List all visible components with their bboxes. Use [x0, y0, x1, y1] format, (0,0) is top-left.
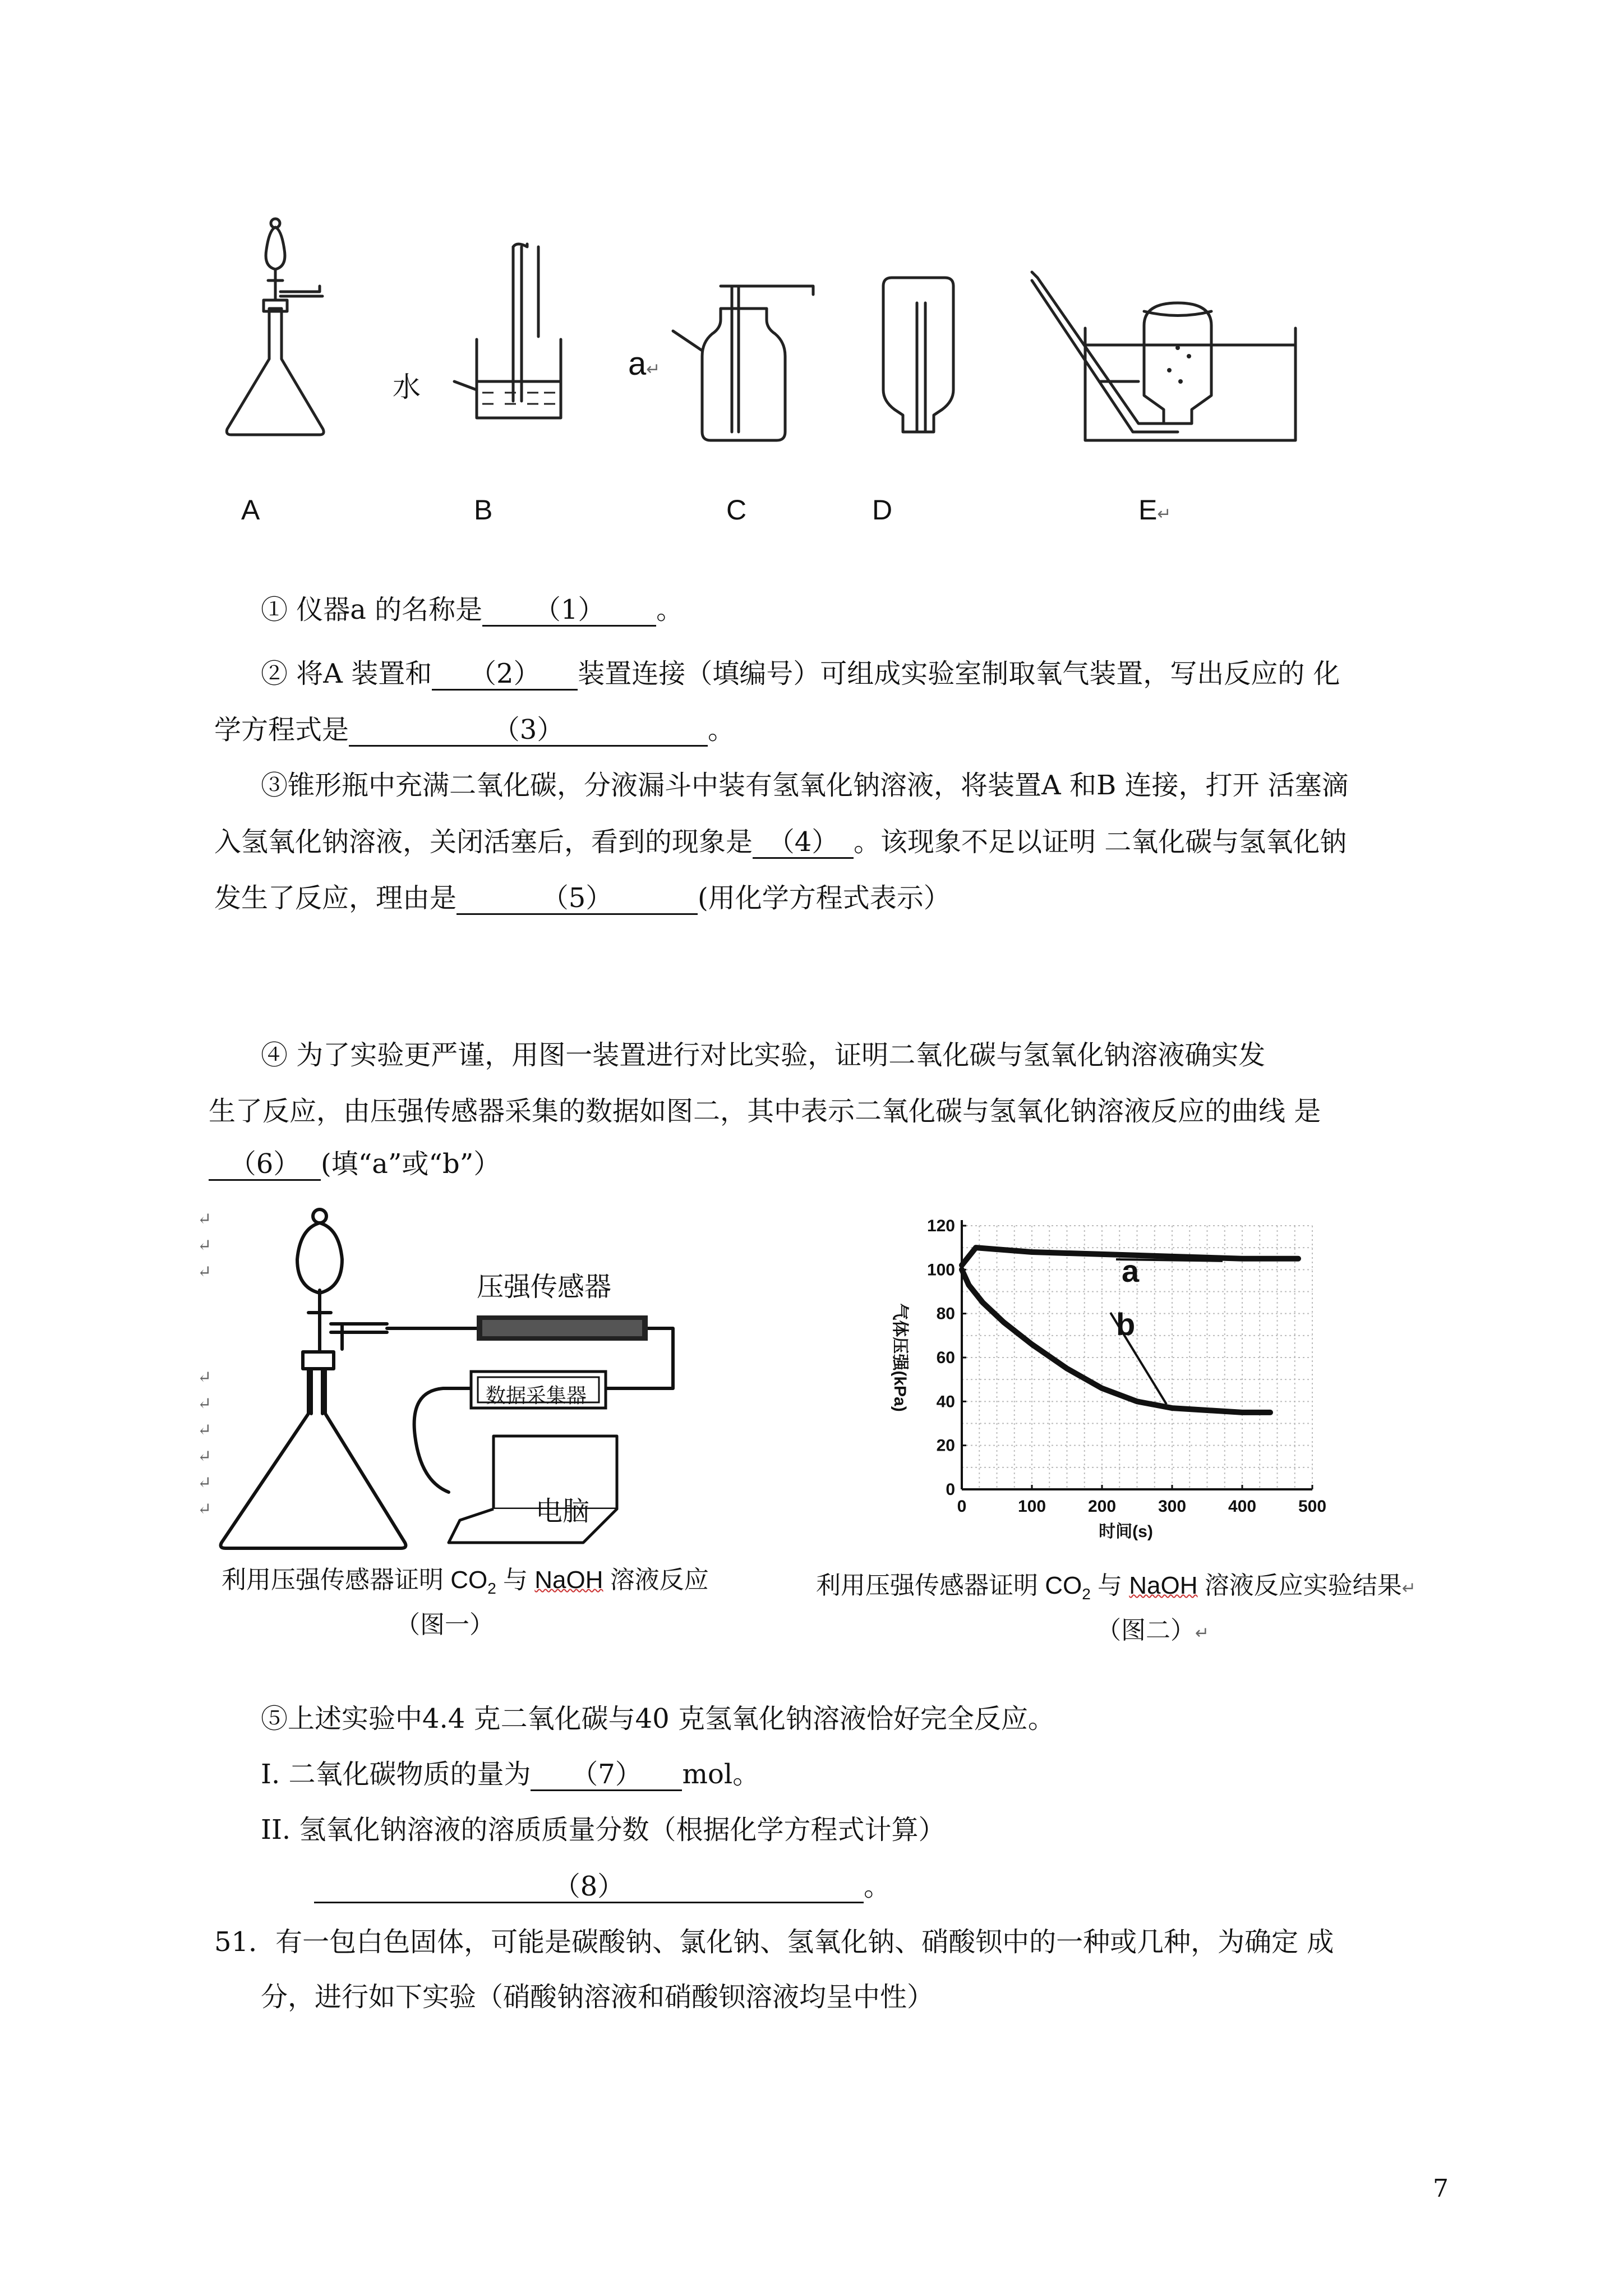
apparatus-label-c: C	[726, 494, 747, 526]
computer-label: 电脑	[536, 1497, 590, 1526]
question-51-line-2: 分，进行如下实验（硝酸钠溶液和硝酸钡溶液均呈中性）	[261, 1981, 934, 2013]
apparatus-label-e: E↵	[1138, 494, 1172, 526]
figure-2-caption: 利用压强传感器证明 $CO_2$ 与 NaOH 溶液反应实验结果↵	[816, 1572, 1416, 1603]
figure-2-title: （图二）↵	[1096, 1617, 1210, 1644]
figure-2-chart	[864, 1206, 1340, 1543]
question-2-line-1: ② 将A 装置和 （2） 装置连接（填编号）可组成实验室制取氧气装置，写出反应的 化	[261, 660, 1340, 691]
y-tick-label: 120	[926, 1217, 955, 1235]
computer-icon	[449, 1436, 617, 1543]
question-3-line-3: 发生了反应，理由是 （5） (用化学方程式表示）	[214, 884, 951, 915]
figure-1-caption: 利用压强传感器证明 $CO_2$ 与 NaOH 溶液反应	[222, 1566, 709, 1597]
blank-8[interactable]: （8）	[314, 1872, 864, 1903]
y-tick-label: 0	[946, 1480, 955, 1499]
question-5-part-ii: II. 氢氧化钠溶液的溶质质量分数（根据化学方程式计算）	[261, 1814, 946, 1846]
y-tick-label: 80	[936, 1304, 955, 1323]
data-collector-label: 数据采集器	[486, 1384, 587, 1407]
question-51-line-1: 51．有一包白色固体，可能是碳酸钠、氯化钠、氢氧化钠、硝酸钡中的一种或几种，为确定 成	[214, 1926, 1334, 1958]
question-4-line-3: （6） (填“a”或“b”）	[209, 1150, 500, 1181]
question-5-line-1: ⑤上述实验中4.4 克二氧化碳与40 克氢氧化钠溶液恰好完全反应。	[261, 1703, 1055, 1734]
x-axis-label: 时间(s)	[1099, 1522, 1153, 1541]
blank-1[interactable]: （1）	[482, 596, 656, 627]
x-tick-label: 300	[1158, 1497, 1187, 1516]
x-tick-label: 500	[1298, 1497, 1327, 1516]
apparatus-d-bottle	[883, 278, 953, 432]
apparatus-label-b: B	[474, 494, 493, 526]
x-tick-label: 200	[1087, 1497, 1117, 1516]
y-tick-label: 100	[926, 1260, 955, 1280]
x-tick-label: 100	[1017, 1497, 1046, 1516]
apparatus-label-a: A	[241, 494, 260, 526]
y-axis-label: 气体压强(kPa)	[891, 1303, 909, 1412]
question-4-line-1: ④ 为了实验更严谨，用图一装置进行对比实验，证明二氧化碳与氢氧化钠溶液确实发	[261, 1039, 1266, 1071]
blank-3[interactable]: （3）	[349, 716, 708, 747]
question-3-line-2: 入氢氧化钠溶液，关闭活塞后，看到的现象是 （4） 。该现象不足以证明 二氧化碳与氢氧化钠	[214, 828, 1347, 859]
x-tick-label: 400	[1228, 1497, 1257, 1516]
y-tick-label: 20	[936, 1436, 955, 1455]
question-1: ① 仪器a 的名称是 （1） 。	[261, 596, 683, 627]
apparatus-label-d: D	[872, 494, 893, 526]
apparatus-a-flask	[227, 219, 324, 435]
blank-6[interactable]: （6）	[209, 1150, 321, 1181]
series-b-label: b	[1116, 1306, 1136, 1342]
series-a-label: a	[1122, 1253, 1140, 1289]
question-4-line-2: 生了反应，由压强传感器采集的数据如图二，其中表示二氧化碳与氢氧化钠溶液反应的曲线 是	[209, 1096, 1321, 1127]
question-3-line-1: ③锥形瓶中充满二氧化碳，分液漏斗中装有氢氧化钠溶液，将装置A 和B 连接，打开 活塞滴	[261, 770, 1349, 801]
blank-2[interactable]: （2）	[432, 660, 578, 691]
x-tick-label: 0	[957, 1497, 967, 1516]
question-5-part-i: I. 二氧化碳物质的量为 （7） mol。	[261, 1760, 759, 1791]
question-2-line-2: 学方程式是 （3） 。	[214, 716, 735, 747]
instrument-a-label: a↵	[628, 346, 661, 382]
blank-4[interactable]: （4）	[753, 828, 854, 859]
question-5-answer-line: （8） 。	[314, 1872, 891, 1903]
y-tick-label: 60	[936, 1349, 955, 1367]
figure-1-setup	[213, 1200, 707, 1559]
pressure-sensor-label: 压强传感器	[477, 1272, 612, 1302]
apparatus-e-trough	[1032, 272, 1295, 440]
apparatus-c-bottle	[673, 286, 813, 440]
paragraph-marks-left: ↵ ↵ ↵ ↵ ↵ ↵ ↵ ↵ ↵	[197, 1209, 212, 1519]
water-label: 水	[393, 371, 421, 403]
page-number: 7	[1433, 2174, 1449, 2203]
blank-7[interactable]: （7）	[531, 1760, 682, 1791]
figure-1-title: （图一）	[395, 1611, 494, 1639]
blank-5[interactable]: （5）	[457, 884, 698, 915]
y-tick-label: 40	[936, 1392, 955, 1411]
